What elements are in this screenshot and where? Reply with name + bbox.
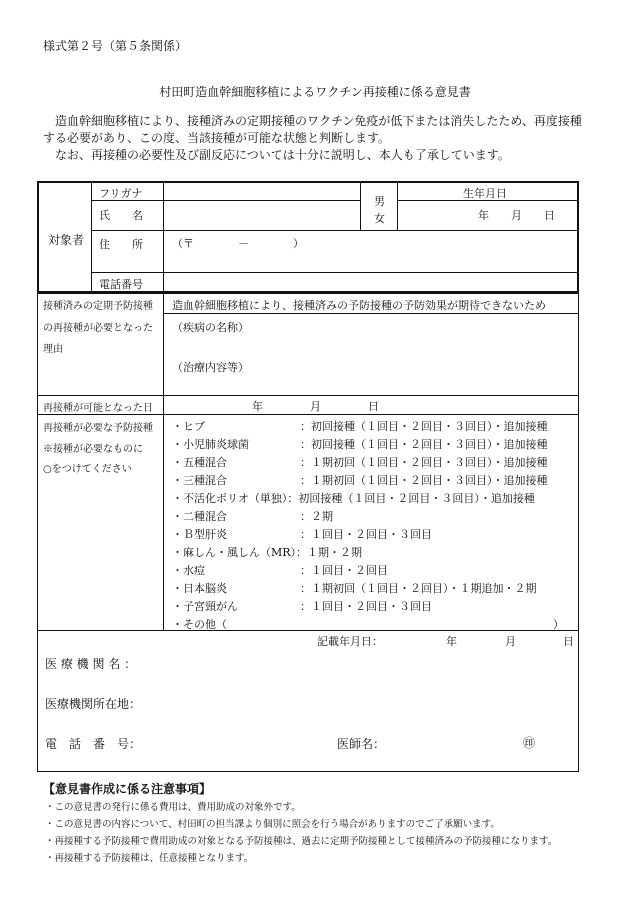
- birth-label: 生年月日: [463, 187, 507, 200]
- institution-phone-label: 電 話 番 号：: [45, 737, 142, 751]
- form-number: 様式第２号（第５条関係）: [43, 39, 188, 53]
- row-divider: [37, 293, 579, 294]
- vaccine-label-line-1: 再接種が必要な予防接種: [43, 423, 153, 434]
- row-divider: [37, 630, 579, 631]
- available-date-label: 再接種が可能となった日: [43, 403, 153, 414]
- record-date-year: 年: [446, 635, 457, 648]
- page-title: 村田町造血幹細胞移植によるワクチン再接種に係る意見書: [159, 85, 471, 99]
- vaccine-label-line-2: ※接種が必要なものに: [43, 444, 143, 455]
- postal-code-format: （〒 － ）: [172, 237, 304, 250]
- phone-label: 電話番号: [99, 278, 143, 291]
- gender-female: 女: [374, 212, 385, 225]
- subject-field-divider: [163, 181, 164, 293]
- row-divider: [37, 395, 579, 396]
- disease-label: （疾病の名称）: [172, 321, 249, 334]
- note-item: ・この意見書の発行に係る費用は、費用助成の対象外です。: [45, 802, 301, 813]
- doctor-name-label: 医師名：: [337, 737, 386, 751]
- subject-label-divider: [91, 181, 92, 293]
- furigana-label: フリガナ: [99, 187, 143, 200]
- row-divider: [37, 414, 579, 415]
- note-item: ・この意見書の内容について、村田町の担当課より個別に照会を行う場合がありますのでご了承願います。: [45, 819, 500, 830]
- vaccine-label-line-3: ○をつけてください: [43, 464, 132, 475]
- available-date-month: 月: [310, 400, 321, 413]
- available-date-year: 年: [252, 400, 263, 413]
- gender-right-divider: [397, 181, 398, 230]
- notes-title: 【意見書作成に係る注意事項】: [43, 782, 212, 796]
- record-date-month: 月: [505, 635, 516, 648]
- reason-label-line-2: の再接種が必要となった: [43, 323, 153, 334]
- institution-address-label: 医療機関所在地：: [45, 697, 142, 711]
- reason-label-line-1: 接種済みの定期予防接種: [43, 301, 153, 312]
- address-label: 住 所: [99, 238, 143, 251]
- birth-date-format: 年 月 日: [478, 209, 555, 222]
- intro-paragraph-2: なお、再接種の必要性及び副反応については十分に説明し、本人も了承しています。: [55, 148, 510, 162]
- gender-left-divider: [360, 181, 361, 230]
- reason-divider: [163, 313, 579, 314]
- note-item: ・再接種する予防接種で費用助成の対象となる予防接種は、過去に定期予防接種として接種済みの予防接種になります。: [45, 836, 558, 847]
- available-date-day: 日: [368, 400, 379, 413]
- record-date-label: 記載年月日：: [317, 635, 383, 648]
- vaccine-other-close: ）: [553, 618, 564, 631]
- address-divider: [91, 272, 579, 273]
- reason-label-line-3: 理由: [43, 344, 63, 355]
- intro-text: [43, 113, 588, 164]
- gender-male: 男: [374, 195, 385, 208]
- institution-name-label: 医 療 機 関 名 ：: [45, 657, 137, 671]
- subject-label: 対象者: [48, 233, 85, 247]
- name-label: 氏 名: [99, 209, 143, 222]
- intro-paragraph-1: 造血幹細胞移植により、接種済みの定期接種のワクチン免疫が低下または消失したため、再度接種する必要があり、この度、当該接種が可能な状態と判断します。: [43, 114, 582, 145]
- note-item: ・再接種する予防接種は、任意接種となります。: [45, 853, 254, 864]
- treatment-label: （治療内容等）: [172, 361, 249, 374]
- reason-statement: 造血幹細胞移植により、接種済みの予防接種の予防効果が期待できないため: [172, 299, 546, 312]
- name-divider: [91, 230, 579, 231]
- seal-mark: ㊞: [523, 736, 536, 750]
- record-date-day: 日: [563, 635, 574, 648]
- label-column-divider: [163, 293, 164, 630]
